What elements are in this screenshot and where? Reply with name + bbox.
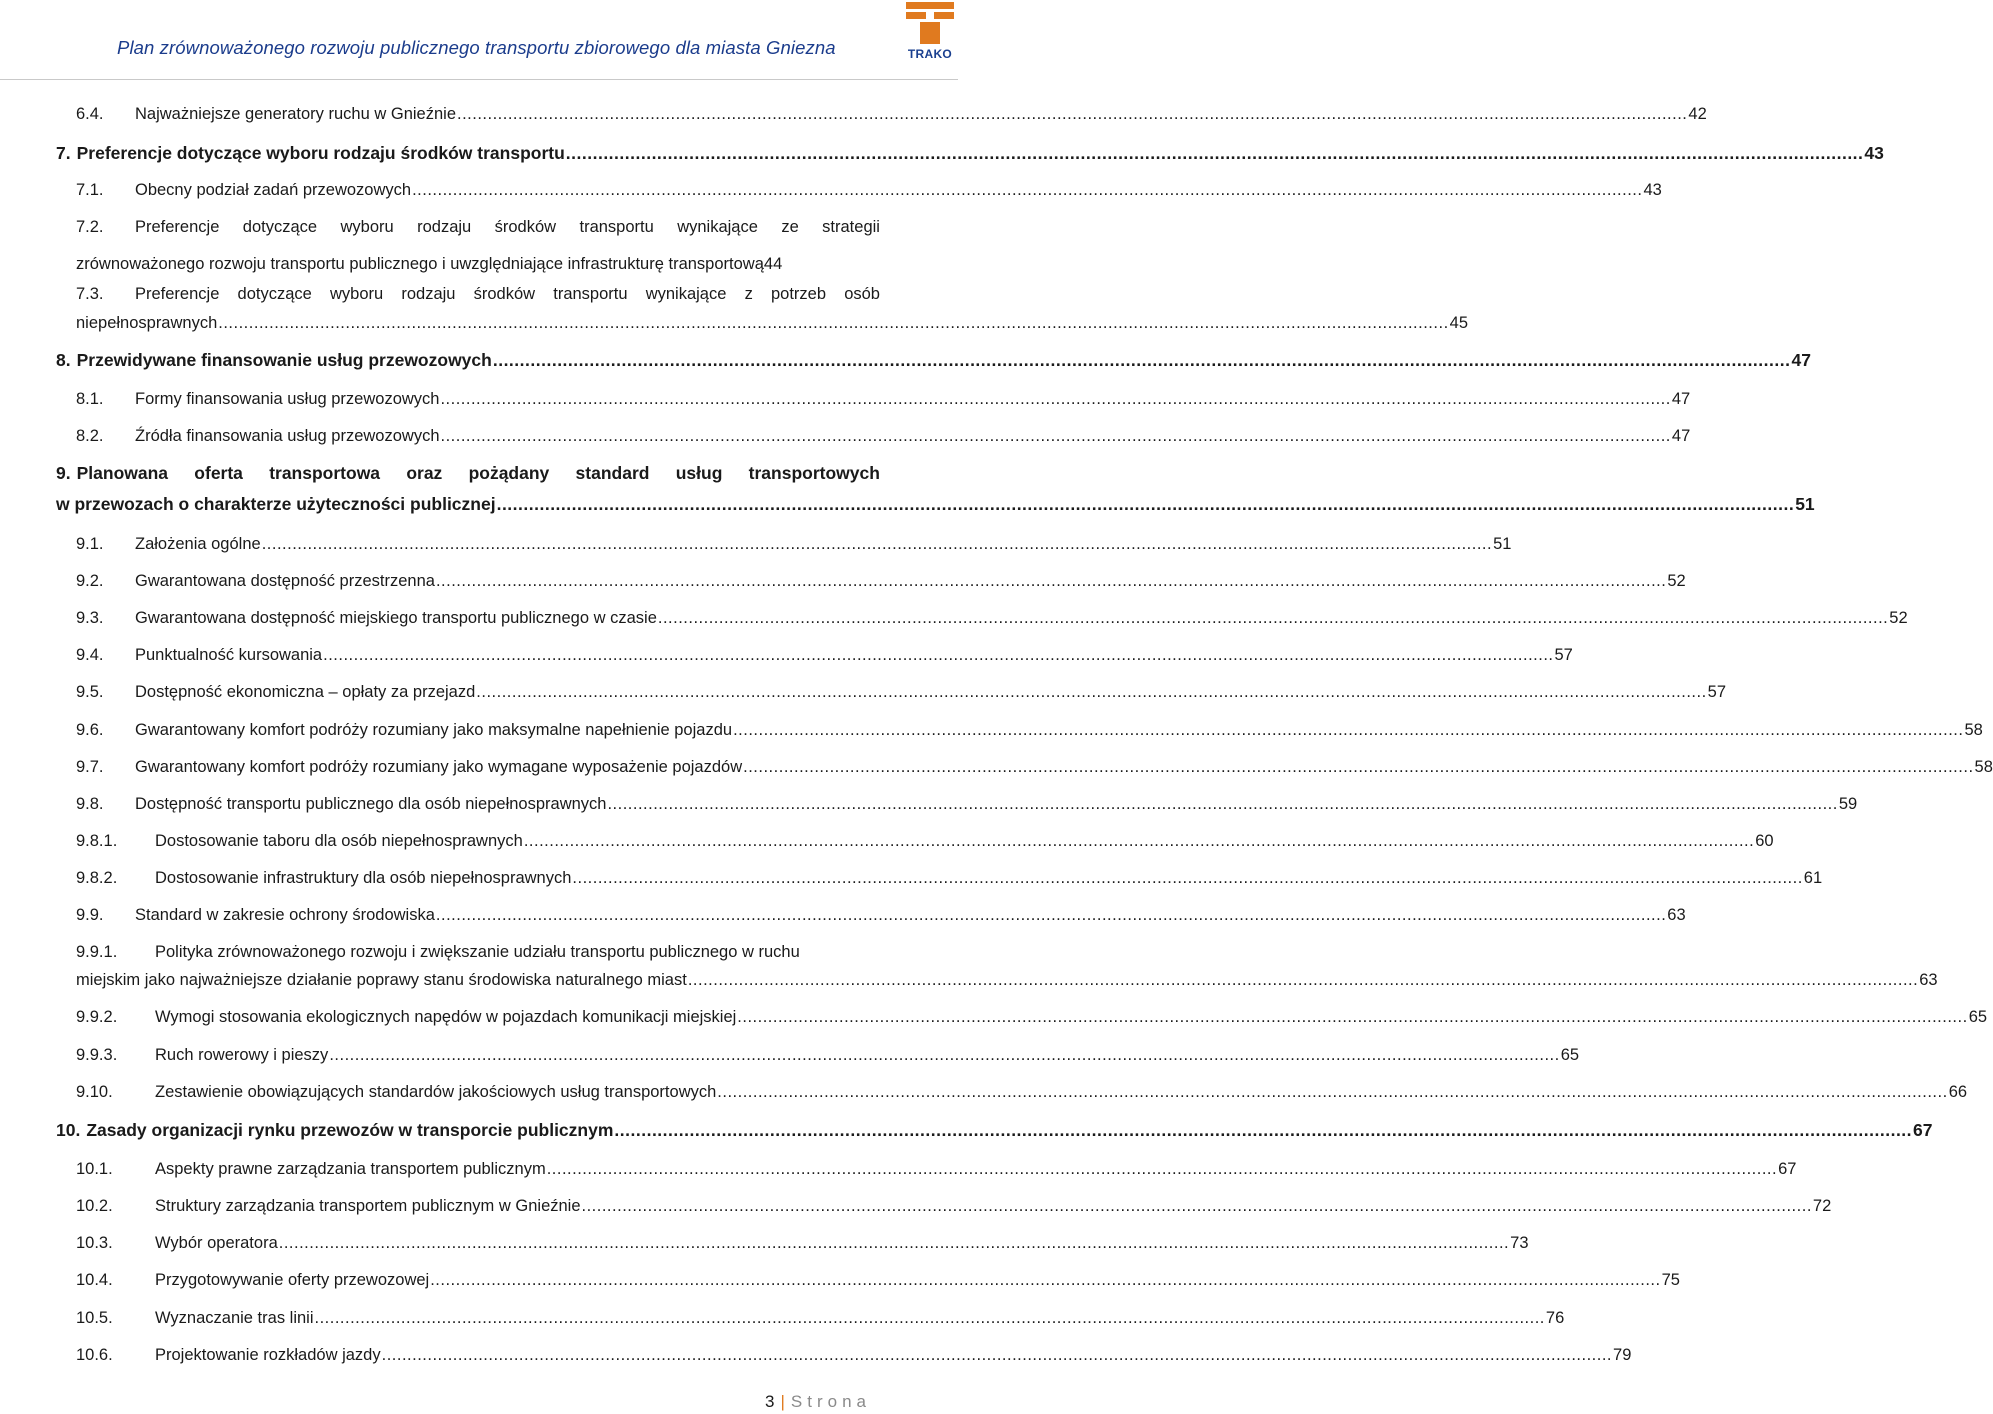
toc-entry-8-1[interactable]: [76, 389, 1691, 409]
toc-title: Gwarantowany komfort podróży rozumiany jako wymagane wyposażenie pojazdów: [135, 758, 743, 776]
logo-text: TRAKO: [907, 47, 953, 61]
toc-number: 9.3.: [76, 609, 104, 627]
toc-page: 57: [1554, 646, 1573, 664]
toc-title: Projektowanie rozkładów jazdy: [155, 1346, 381, 1364]
toc-leader: [566, 143, 1864, 163]
toc-title: Zestawienie obowiązujących standardów jakościowych usług transportowych: [155, 1083, 717, 1101]
toc-page: 44: [763, 255, 783, 273]
toc-leader: [658, 608, 1888, 628]
toc-leader: [329, 1045, 1559, 1065]
toc-entry-9-8[interactable]: [76, 794, 1858, 814]
toc-page: 61: [1803, 869, 1823, 887]
toc-entry-9-10[interactable]: [76, 1082, 1968, 1102]
toc-page: 57: [1707, 683, 1727, 701]
toc-leader: [440, 389, 1670, 409]
toc-page: 63: [1919, 971, 1938, 989]
header-divider: [0, 79, 958, 80]
toc-entry-6-4[interactable]: [76, 104, 1707, 124]
toc-entry-9-9-2[interactable]: [76, 1007, 1988, 1027]
toc-leader: [582, 1196, 1812, 1216]
toc-page: 60: [1755, 832, 1774, 850]
toc-entry-9-2[interactable]: [76, 571, 1686, 591]
toc-entry-9-8-2[interactable]: [76, 868, 1823, 888]
toc-title-line-1: [135, 284, 880, 304]
toc-number: 10.: [56, 1120, 81, 1140]
toc-title: Formy finansowania usług przewozowych: [135, 390, 440, 408]
toc-leader: [572, 868, 1802, 888]
toc-entry-10[interactable]: [56, 1120, 1933, 1140]
toc-title-line-1: [77, 463, 880, 483]
word: wyboru: [330, 285, 384, 303]
word: środków: [473, 285, 536, 303]
trako-logo: [902, 0, 958, 66]
toc-number: 6.4.: [76, 105, 104, 123]
trako-logo-icon: [902, 0, 958, 46]
toc-entry-10-1[interactable]: [76, 1159, 1797, 1179]
toc-entry-7[interactable]: [56, 143, 1884, 163]
toc-leader: [315, 1308, 1545, 1328]
toc-number: 10.2.: [76, 1197, 113, 1215]
toc-number: 9.7.: [76, 758, 104, 776]
toc-title-line-2: niepełnosprawnych: [76, 314, 218, 332]
toc-number: 9.9.1.: [76, 943, 118, 961]
toc-page: 73: [1510, 1234, 1529, 1252]
word: Preferencje: [135, 218, 220, 236]
toc-entry-9[interactable]: [56, 463, 1815, 514]
toc-title: Przewidywane finansowanie usług przewozowych: [76, 350, 492, 370]
toc-page: 47: [1671, 427, 1691, 445]
word: oraz: [406, 463, 443, 483]
toc-number: 9.8.1.: [76, 832, 118, 850]
toc-number: 9.9.: [76, 906, 104, 924]
toc-title-line-1: [135, 217, 880, 237]
word: transportowych: [748, 463, 880, 483]
toc-leader: [607, 794, 1837, 814]
toc-title: Dostępność ekonomiczna – opłaty za przejazd: [135, 683, 476, 701]
toc-entry-9-4[interactable]: [76, 645, 1573, 665]
toc-entry-10-4[interactable]: [76, 1270, 1680, 1290]
toc-number: 10.3.: [76, 1234, 113, 1252]
toc-leader: [412, 180, 1642, 200]
toc-title: Źródła finansowania usług przewozowych: [135, 427, 440, 445]
toc-number: 9.8.: [76, 795, 104, 813]
toc-number: 10.6.: [76, 1346, 113, 1364]
toc-entry-8-2[interactable]: [76, 426, 1691, 446]
toc-leader: [493, 350, 1791, 370]
toc-title: Standard w zakresie ochrony środowiska: [135, 906, 435, 924]
word: transportowa: [269, 463, 381, 483]
word: standard: [575, 463, 650, 483]
toc-number: 9.6.: [76, 721, 104, 739]
toc-page: 42: [1688, 105, 1707, 123]
toc-title: Dostępność transportu publicznego dla osób niepełnosprawnych: [135, 795, 607, 813]
toc-page: 66: [1948, 1083, 1968, 1101]
toc-entry-8[interactable]: [56, 350, 1811, 370]
word: osób: [844, 285, 880, 303]
toc-number: 10.4.: [76, 1271, 113, 1289]
toc-leader: [457, 104, 1687, 124]
toc-title: Gwarantowana dostępność przestrzenna: [135, 572, 435, 590]
toc-entry-9-9[interactable]: [76, 905, 1686, 925]
toc-title-line-2: miejskim jako najważniejsze działanie poprawy stanu środowiska naturalnego miast: [76, 971, 687, 989]
toc-entry-10-5[interactable]: [76, 1308, 1565, 1328]
toc-number: 9.1.: [76, 535, 104, 553]
toc-leader: [614, 1120, 1912, 1140]
toc-leader: [743, 757, 1973, 777]
word: rodzaju: [401, 285, 456, 303]
toc-number: 7.: [56, 143, 71, 163]
toc-title: Preferencje dotyczące wyboru rodzaju środków transportu: [76, 143, 565, 163]
word: oferta: [194, 463, 243, 483]
page-footer: [765, 1392, 871, 1412]
toc-entry-7-2[interactable]: [76, 217, 880, 274]
toc-page: 47: [1671, 390, 1691, 408]
toc-leader: [262, 534, 1492, 554]
toc-number: 9.4.: [76, 646, 104, 664]
toc-number: 9.9.2.: [76, 1008, 118, 1026]
toc-entry-10-6[interactable]: [76, 1345, 1632, 1365]
toc-title: Gwarantowany komfort podróży rozumiany jako maksymalne napełnienie pojazdu: [135, 721, 733, 739]
toc-entry-9-9-3[interactable]: [76, 1045, 1580, 1065]
toc-leader: [218, 313, 1448, 333]
toc-leader: [717, 1082, 1947, 1102]
word: dotyczące: [237, 285, 312, 303]
toc-page: 59: [1838, 795, 1858, 813]
toc-number: 9.9.3.: [76, 1046, 118, 1064]
toc-title-line-2: w przewozach o charakterze użyteczności publicznej: [56, 494, 496, 514]
word: dotyczące: [242, 218, 318, 236]
toc-leader: [436, 571, 1666, 591]
toc-entry-9-1[interactable]: [76, 534, 1512, 554]
toc-title: Ruch rowerowy i pieszy: [155, 1046, 329, 1064]
toc-number: 7.3.: [76, 285, 104, 303]
toc-page: 67: [1778, 1160, 1797, 1178]
word: strategii: [822, 218, 880, 236]
toc-leader: [547, 1159, 1777, 1179]
toc-leader: [436, 905, 1666, 925]
toc-title: Zasady organizacji rynku przewozów w transporcie publicznym: [86, 1120, 614, 1140]
toc-number: 9.10.: [76, 1083, 113, 1101]
toc-leader: [279, 1233, 1509, 1253]
toc-page: 43: [1864, 143, 1884, 163]
word: ze: [781, 218, 799, 236]
toc-page: 51: [1493, 535, 1512, 553]
toc-entry-9-5[interactable]: [76, 682, 1727, 702]
footer-separator: |: [780, 1392, 785, 1411]
word: z: [744, 285, 753, 303]
toc-number: 9.: [56, 463, 71, 483]
toc-leader: [737, 1007, 1967, 1027]
toc-page: 58: [1974, 758, 1993, 776]
toc-leader: [733, 720, 1963, 740]
toc-page: 58: [1964, 721, 1983, 739]
toc-title: Punktualność kursowania: [135, 646, 323, 664]
toc-number: 9.5.: [76, 683, 104, 701]
toc-page: 67: [1913, 1120, 1933, 1140]
page-header: [0, 0, 960, 82]
toc-number: 7.1.: [76, 181, 104, 199]
toc-leader: [524, 831, 1754, 851]
toc-title: Obecny podział zadań przewozowych: [135, 181, 412, 199]
word: transportu: [553, 285, 628, 303]
toc-page: 65: [1968, 1008, 1988, 1026]
toc-entry-9-7[interactable]: [76, 757, 1993, 777]
toc-entry-7-1[interactable]: [76, 180, 1662, 200]
word: wyboru: [340, 218, 394, 236]
toc-entry-10-2[interactable]: [76, 1196, 1832, 1216]
toc-page: 52: [1667, 572, 1686, 590]
toc-leader: [382, 1345, 1612, 1365]
toc-title: Przygotowywanie oferty przewozowej: [155, 1271, 430, 1289]
page-number: 3: [765, 1392, 775, 1411]
toc-number: 10.1.: [76, 1160, 113, 1178]
toc-page: 43: [1643, 181, 1662, 199]
toc-entry-10-3[interactable]: [76, 1233, 1529, 1253]
toc-title-line-1: Polityka zrównoważonego rozwoju i zwiększanie udziału transportu publicznego w ruchu: [155, 943, 800, 961]
toc-title: Dostosowanie taboru dla osób niepełnosprawnych: [155, 832, 523, 850]
toc-number: 8.2.: [76, 427, 104, 445]
toc-number: 10.5.: [76, 1309, 113, 1327]
toc-entry-9-3[interactable]: [76, 608, 1908, 628]
word: usług: [675, 463, 723, 483]
toc-title: Dostosowanie infrastruktury dla osób niepełnosprawnych: [155, 869, 572, 887]
toc-leader: [323, 645, 1553, 665]
word: Planowana: [76, 463, 169, 483]
toc-page: 51: [1795, 494, 1815, 514]
toc-number: 9.8.2.: [76, 869, 118, 887]
toc-number: 8.1.: [76, 390, 104, 408]
toc-title: Wyznaczanie tras linii: [155, 1309, 314, 1327]
word: pożądany: [468, 463, 550, 483]
toc-page: 47: [1791, 350, 1811, 370]
toc-title: Struktury zarządzania transportem publicznym w Gnieźnie: [155, 1197, 581, 1215]
document-title: Plan zrównoważonego rozwoju publicznego transportu zbiorowego dla miasta Gniezna: [117, 37, 836, 58]
word: środków: [494, 218, 557, 236]
toc-title: Wymogi stosowania ekologicznych napędów w pojazdach komunikacji miejskiej: [155, 1008, 737, 1026]
toc-leader: [441, 426, 1671, 446]
toc-entry-9-6[interactable]: [76, 720, 1983, 740]
word: Preferencje: [135, 285, 220, 303]
footer-page-word: Strona: [790, 1392, 871, 1411]
toc-number: 8.: [56, 350, 71, 370]
toc-leader: [430, 1270, 1660, 1290]
toc-title-line-2: zrównoważonego rozwoju transportu publicznego i uwzględniające infrastrukturę transportową: [76, 255, 764, 273]
toc-page: 45: [1449, 314, 1469, 332]
toc-page: 52: [1889, 609, 1908, 627]
toc-entry-9-9-1[interactable]: [76, 942, 1938, 990]
toc-page: 72: [1812, 1197, 1832, 1215]
toc-number: 7.2.: [76, 218, 104, 236]
toc-page: 65: [1560, 1046, 1580, 1064]
word: potrzeb: [770, 285, 827, 303]
word: rodzaju: [417, 218, 472, 236]
toc-title: Wybór operatora: [155, 1234, 278, 1252]
toc-page: 63: [1667, 906, 1686, 924]
toc-title: Gwarantowana dostępność miejskiego transportu publicznego w czasie: [135, 609, 657, 627]
toc-page: 75: [1661, 1271, 1680, 1289]
toc-leader: [476, 682, 1706, 702]
toc-title: Najważniejsze generatory ruchu w Gnieźnie: [135, 105, 456, 123]
toc-number: 9.2.: [76, 572, 104, 590]
toc-page: 79: [1613, 1346, 1632, 1364]
toc-entry-9-8-1[interactable]: [76, 831, 1774, 851]
toc-entry-7-3[interactable]: [76, 284, 1469, 333]
toc-title: Założenia ogólne: [135, 535, 261, 553]
toc-title: Aspekty prawne zarządzania transportem publicznym: [155, 1160, 546, 1178]
toc-page: 76: [1545, 1309, 1565, 1327]
word: wynikające: [677, 218, 758, 236]
word: wynikające: [645, 285, 727, 303]
toc-leader: [688, 970, 1918, 990]
word: transportu: [579, 218, 654, 236]
toc-leader: [497, 494, 1795, 514]
